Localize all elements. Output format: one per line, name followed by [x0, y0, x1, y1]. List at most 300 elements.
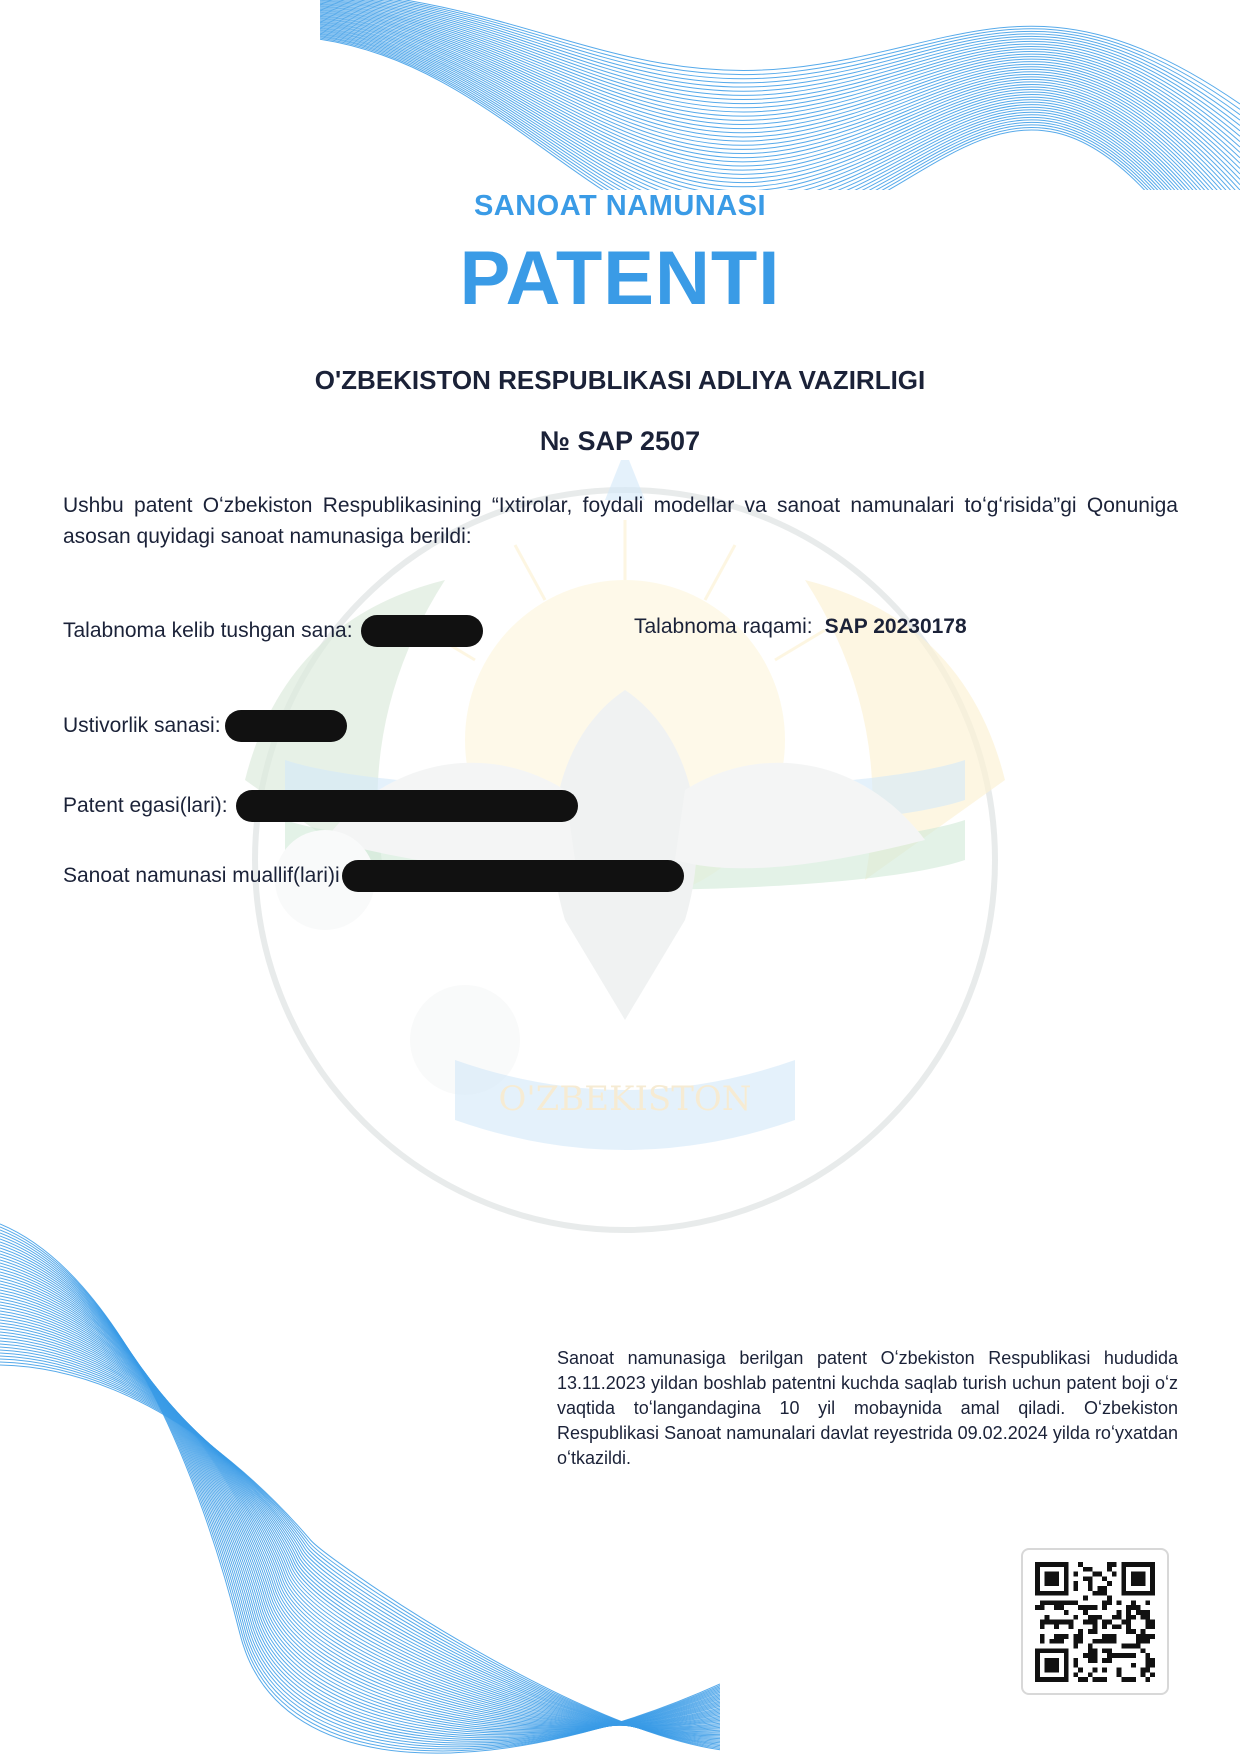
qr-module — [1054, 1620, 1059, 1625]
qr-module — [1083, 1596, 1088, 1601]
qr-module — [1145, 1610, 1150, 1615]
qr-module — [1045, 1581, 1050, 1586]
qr-module — [1040, 1648, 1045, 1653]
qr-module — [1145, 1615, 1150, 1620]
qr-module — [1073, 1644, 1078, 1649]
qr-module — [1131, 1600, 1136, 1605]
qr-module — [1088, 1605, 1093, 1610]
qr-module — [1136, 1644, 1141, 1649]
qr-module — [1126, 1620, 1131, 1625]
qr-module — [1059, 1562, 1064, 1567]
qr-module — [1093, 1615, 1098, 1620]
wave-line — [0, 1263, 720, 1731]
qr-module — [1117, 1615, 1122, 1620]
wave-line — [320, 27, 1240, 190]
qr-module — [1064, 1576, 1069, 1581]
wave-line — [0, 1227, 720, 1751]
qr-module — [1078, 1639, 1083, 1644]
qr-module — [1073, 1634, 1078, 1639]
qr-module — [1102, 1648, 1107, 1653]
qr-module — [1102, 1605, 1107, 1610]
qr-module — [1059, 1605, 1064, 1610]
qr-module — [1117, 1668, 1122, 1673]
qr-module — [1102, 1658, 1107, 1663]
qr-module — [1064, 1591, 1069, 1596]
wave-line — [320, 10, 1240, 190]
wave-line — [320, 7, 1240, 180]
qr-module — [1073, 1600, 1078, 1605]
qr-module — [1049, 1591, 1054, 1596]
qr-module — [1141, 1648, 1146, 1653]
qr-module — [1064, 1620, 1069, 1625]
wave-line — [320, 33, 1240, 190]
qr-module — [1088, 1581, 1093, 1586]
qr-module — [1107, 1653, 1112, 1658]
qr-module — [1145, 1658, 1150, 1663]
wave-line — [320, 0, 1240, 136]
qr-module — [1078, 1668, 1083, 1673]
qr-module — [1136, 1581, 1141, 1586]
qr-code-icon[interactable] — [1035, 1562, 1155, 1682]
qr-module — [1049, 1581, 1054, 1586]
wave-line — [320, 0, 1240, 126]
wave-line — [0, 1272, 720, 1728]
qr-module — [1145, 1663, 1150, 1668]
qr-module — [1150, 1663, 1155, 1668]
qr-module — [1145, 1591, 1150, 1596]
qr-module — [1035, 1576, 1040, 1581]
qr-module — [1054, 1600, 1059, 1605]
qr-module — [1126, 1610, 1131, 1615]
qr-module — [1064, 1672, 1069, 1677]
qr-module — [1045, 1615, 1050, 1620]
qr-module — [1126, 1629, 1131, 1634]
wave-line — [0, 1251, 720, 1736]
wave-line — [320, 39, 1240, 190]
wave-line — [320, 19, 1240, 190]
qr-module — [1059, 1591, 1064, 1596]
qr-module — [1054, 1639, 1059, 1644]
wave-line — [0, 1233, 720, 1747]
qr-module — [1117, 1610, 1122, 1615]
author-label: Sanoat namunasi muallif(lari)i — [63, 864, 340, 887]
qr-module — [1059, 1600, 1064, 1605]
qr-module — [1107, 1567, 1112, 1572]
qr-module — [1088, 1586, 1093, 1591]
qr-module — [1088, 1658, 1093, 1663]
qr-module — [1145, 1653, 1150, 1658]
priority-date-field — [63, 710, 347, 742]
qr-module — [1049, 1576, 1054, 1581]
qr-module — [1078, 1562, 1083, 1567]
qr-module — [1073, 1639, 1078, 1644]
qr-module — [1035, 1562, 1040, 1567]
qr-module — [1117, 1600, 1122, 1605]
qr-module — [1064, 1586, 1069, 1591]
qr-module — [1107, 1658, 1112, 1663]
qr-module — [1040, 1634, 1045, 1639]
wave-line — [320, 24, 1240, 190]
qr-module — [1107, 1648, 1112, 1653]
qr-module — [1054, 1591, 1059, 1596]
qr-module — [1107, 1634, 1112, 1639]
qr-module — [1126, 1653, 1131, 1658]
qr-module — [1126, 1644, 1131, 1649]
wave-line — [320, 12, 1240, 190]
qr-module — [1121, 1586, 1126, 1591]
qr-module — [1054, 1658, 1059, 1663]
qr-module — [1150, 1672, 1155, 1677]
wave-line — [320, 20, 1240, 190]
qr-module — [1121, 1572, 1126, 1577]
qr-module — [1141, 1615, 1146, 1620]
wave-line — [320, 1, 1240, 153]
qr-module — [1141, 1576, 1146, 1581]
qr-module — [1093, 1620, 1098, 1625]
qr-module — [1064, 1567, 1069, 1572]
qr-module — [1112, 1634, 1117, 1639]
qr-module — [1093, 1653, 1098, 1658]
qr-module — [1093, 1677, 1098, 1682]
qr-module — [1102, 1639, 1107, 1644]
qr-module — [1083, 1610, 1088, 1615]
qr-module — [1054, 1605, 1059, 1610]
qr-module — [1121, 1562, 1126, 1567]
qr-module — [1145, 1677, 1150, 1682]
qr-module — [1088, 1576, 1093, 1581]
wave-line — [320, 8, 1240, 185]
wave-line — [0, 1266, 720, 1730]
qr-module — [1059, 1634, 1064, 1639]
qr-module — [1040, 1591, 1045, 1596]
qr-module — [1040, 1639, 1045, 1644]
qr-module — [1117, 1653, 1122, 1658]
qr-module — [1126, 1605, 1131, 1610]
qr-module — [1035, 1663, 1040, 1668]
qr-module — [1064, 1634, 1069, 1639]
qr-module — [1078, 1677, 1083, 1682]
wave-line — [320, 15, 1240, 190]
qr-module — [1035, 1581, 1040, 1586]
qr-module — [1059, 1620, 1064, 1625]
qr-module — [1121, 1644, 1126, 1649]
qr-module — [1131, 1663, 1136, 1668]
qr-code-frame[interactable] — [1021, 1548, 1169, 1695]
qr-module — [1049, 1648, 1054, 1653]
qr-module — [1064, 1581, 1069, 1586]
application-number-value: SAP 20230178 — [824, 615, 967, 638]
qr-module — [1093, 1658, 1098, 1663]
qr-module — [1131, 1581, 1136, 1586]
wave-line — [320, 21, 1240, 190]
qr-module — [1107, 1596, 1112, 1601]
intro-paragraph: Ushbu patent Oʻzbekiston Respublikasining “Ixtirolar, foydali modellar va sanoat namunalari toʻgʻrisida”gi Qonuniga asosan quyidagi sanoat namunasiga berildi: — [63, 494, 1178, 548]
qr-module — [1121, 1591, 1126, 1596]
wave-line — [320, 9, 1240, 190]
wave-line — [320, 36, 1240, 190]
qr-module — [1049, 1639, 1054, 1644]
redacted-application-date — [361, 615, 483, 647]
qr-module — [1150, 1624, 1155, 1629]
wave-line — [320, 16, 1240, 190]
qr-module — [1117, 1624, 1122, 1629]
qr-module — [1045, 1668, 1050, 1673]
qr-module — [1150, 1581, 1155, 1586]
qr-module — [1073, 1586, 1078, 1591]
document-title: PATENTI — [459, 236, 781, 321]
wave-line — [320, 0, 1240, 109]
qr-module — [1045, 1572, 1050, 1577]
qr-module — [1059, 1677, 1064, 1682]
qr-module — [1045, 1648, 1050, 1653]
qr-module — [1150, 1567, 1155, 1572]
qr-module — [1040, 1677, 1045, 1682]
wave-line — [320, 6, 1240, 174]
qr-module — [1150, 1562, 1155, 1567]
qr-module — [1121, 1620, 1126, 1625]
qr-module — [1141, 1668, 1146, 1673]
qr-module — [1088, 1653, 1093, 1658]
qr-module — [1102, 1668, 1107, 1673]
wave-line — [320, 0, 1240, 115]
wave-line — [320, 3, 1240, 163]
qr-module — [1073, 1572, 1078, 1577]
qr-module — [1136, 1639, 1141, 1644]
qr-module — [1035, 1572, 1040, 1577]
qr-module — [1093, 1572, 1098, 1577]
qr-module — [1097, 1615, 1102, 1620]
qr-module — [1136, 1572, 1141, 1577]
wave-line — [320, 0, 1240, 104]
qr-module — [1049, 1572, 1054, 1577]
wave-line — [0, 1242, 720, 1741]
qr-module — [1121, 1653, 1126, 1658]
owner-field — [63, 790, 578, 822]
qr-module — [1136, 1634, 1141, 1639]
qr-module — [1049, 1600, 1054, 1605]
qr-module — [1093, 1591, 1098, 1596]
qr-module — [1112, 1653, 1117, 1658]
wave-line — [320, 18, 1240, 190]
qr-module — [1141, 1581, 1146, 1586]
qr-module — [1102, 1576, 1107, 1581]
redacted-author — [342, 860, 684, 892]
qr-module — [1093, 1639, 1098, 1644]
wave-line — [0, 1236, 720, 1745]
qr-module — [1145, 1600, 1150, 1605]
priority-date-label: Ustivorlik sanasi: — [63, 714, 221, 737]
qr-module — [1141, 1562, 1146, 1567]
wave-line — [320, 0, 1240, 131]
qr-module — [1040, 1620, 1045, 1625]
qr-module — [1141, 1629, 1146, 1634]
qr-module — [1073, 1615, 1078, 1620]
qr-module — [1150, 1586, 1155, 1591]
qr-module — [1121, 1581, 1126, 1586]
qr-module — [1088, 1620, 1093, 1625]
qr-module — [1078, 1629, 1083, 1634]
qr-module — [1040, 1600, 1045, 1605]
qr-module — [1054, 1677, 1059, 1682]
issuing-authority: O'ZBEKISTON RESPUBLIKASI ADLIYA VAZIRLIGI — [314, 365, 926, 395]
qr-module — [1064, 1562, 1069, 1567]
qr-module — [1059, 1648, 1064, 1653]
qr-module — [1049, 1668, 1054, 1673]
qr-module — [1054, 1572, 1059, 1577]
qr-module — [1107, 1620, 1112, 1625]
qr-module — [1064, 1572, 1069, 1577]
wave-line — [320, 0, 1240, 142]
qr-module — [1136, 1591, 1141, 1596]
qr-module — [1078, 1634, 1083, 1639]
qr-module — [1064, 1658, 1069, 1663]
qr-module — [1136, 1576, 1141, 1581]
qr-module — [1141, 1591, 1146, 1596]
qr-module — [1136, 1605, 1141, 1610]
wave-line — [320, 4, 1240, 168]
qr-module — [1102, 1624, 1107, 1629]
qr-module — [1097, 1572, 1102, 1577]
qr-module — [1126, 1615, 1131, 1620]
qr-module — [1035, 1605, 1040, 1610]
qr-module — [1131, 1605, 1136, 1610]
qr-module — [1049, 1562, 1054, 1567]
qr-module — [1131, 1644, 1136, 1649]
qr-module — [1131, 1576, 1136, 1581]
qr-module — [1150, 1576, 1155, 1581]
wave-line — [0, 1269, 720, 1729]
patent-number: № SAP 2507 — [539, 426, 701, 456]
qr-module — [1088, 1629, 1093, 1634]
qr-module — [1145, 1639, 1150, 1644]
qr-module — [1083, 1653, 1088, 1658]
qr-module — [1073, 1581, 1078, 1586]
qr-module — [1035, 1586, 1040, 1591]
qr-module — [1088, 1648, 1093, 1653]
application-number-field — [634, 615, 967, 639]
qr-module — [1102, 1620, 1107, 1625]
wave-line — [320, 0, 1240, 147]
qr-module — [1112, 1615, 1117, 1620]
qr-module — [1083, 1677, 1088, 1682]
wave-line — [0, 1257, 720, 1733]
qr-module — [1102, 1586, 1107, 1591]
qr-module — [1045, 1600, 1050, 1605]
qr-module — [1054, 1562, 1059, 1567]
qr-module — [1150, 1620, 1155, 1625]
qr-module — [1054, 1581, 1059, 1586]
qr-module — [1040, 1605, 1045, 1610]
document-subtitle: SANOAT NAMUNASI — [473, 190, 767, 222]
qr-module — [1069, 1624, 1074, 1629]
qr-module — [1102, 1677, 1107, 1682]
qr-module — [1083, 1605, 1088, 1610]
wave-line — [320, 31, 1240, 190]
qr-module — [1064, 1648, 1069, 1653]
qr-module — [1073, 1672, 1078, 1677]
qr-module — [1131, 1677, 1136, 1682]
qr-module — [1126, 1677, 1131, 1682]
qr-module — [1035, 1658, 1040, 1663]
qr-module — [1049, 1663, 1054, 1668]
qr-module — [1045, 1620, 1050, 1625]
wave-line — [0, 1224, 720, 1753]
qr-module — [1097, 1586, 1102, 1591]
emblem-ribbon-text: O'ZBEKISTON — [498, 1079, 752, 1119]
qr-module — [1121, 1576, 1126, 1581]
qr-module — [1049, 1677, 1054, 1682]
wave-line — [320, 13, 1240, 190]
qr-module — [1097, 1639, 1102, 1644]
qr-module — [1054, 1648, 1059, 1653]
wave-line — [320, 26, 1240, 190]
qr-module — [1064, 1663, 1069, 1668]
qr-module — [1083, 1567, 1088, 1572]
qr-module — [1078, 1605, 1083, 1610]
qr-module — [1136, 1562, 1141, 1567]
qr-module — [1112, 1624, 1117, 1629]
qr-module — [1088, 1644, 1093, 1649]
application-date-label: Talabnoma kelib tushgan sana: — [63, 619, 353, 642]
qr-module — [1141, 1610, 1146, 1615]
qr-module — [1045, 1663, 1050, 1668]
qr-module — [1150, 1591, 1155, 1596]
redacted-owner — [236, 790, 578, 822]
wave-line — [0, 1260, 720, 1732]
qr-module — [1126, 1624, 1131, 1629]
qr-module — [1054, 1576, 1059, 1581]
qr-module — [1093, 1624, 1098, 1629]
qr-module — [1045, 1677, 1050, 1682]
qr-module — [1145, 1562, 1150, 1567]
bottom-wave-decoration — [0, 1214, 720, 1754]
qr-module — [1035, 1668, 1040, 1673]
qr-module — [1150, 1634, 1155, 1639]
wave-line — [0, 1230, 720, 1749]
qr-module — [1107, 1581, 1112, 1586]
wave-line — [320, 0, 1240, 120]
qr-module — [1093, 1648, 1098, 1653]
application-number-label: Talabnoma raqami: — [634, 615, 813, 638]
qr-module — [1045, 1658, 1050, 1663]
qr-module — [1073, 1658, 1078, 1663]
qr-module — [1064, 1653, 1069, 1658]
qr-module — [1083, 1620, 1088, 1625]
wave-line — [320, 14, 1240, 190]
wave-line — [320, 34, 1240, 190]
qr-module — [1136, 1610, 1141, 1615]
qr-module — [1069, 1600, 1074, 1605]
qr-module — [1054, 1634, 1059, 1639]
qr-module — [1045, 1576, 1050, 1581]
author-field — [63, 860, 684, 892]
wave-line — [320, 30, 1240, 190]
qr-module — [1131, 1629, 1136, 1634]
qr-module — [1040, 1624, 1045, 1629]
qr-module — [1141, 1672, 1146, 1677]
owner-label: Patent egasi(lari): — [63, 794, 228, 817]
qr-module — [1117, 1672, 1122, 1677]
qr-module — [1126, 1562, 1131, 1567]
qr-module — [1045, 1591, 1050, 1596]
qr-module — [1141, 1634, 1146, 1639]
wave-line — [320, 37, 1240, 190]
wave-line — [320, 25, 1240, 190]
qr-module — [1145, 1634, 1150, 1639]
wave-line — [320, 2, 1240, 158]
qr-module — [1064, 1677, 1069, 1682]
qr-module — [1102, 1591, 1107, 1596]
